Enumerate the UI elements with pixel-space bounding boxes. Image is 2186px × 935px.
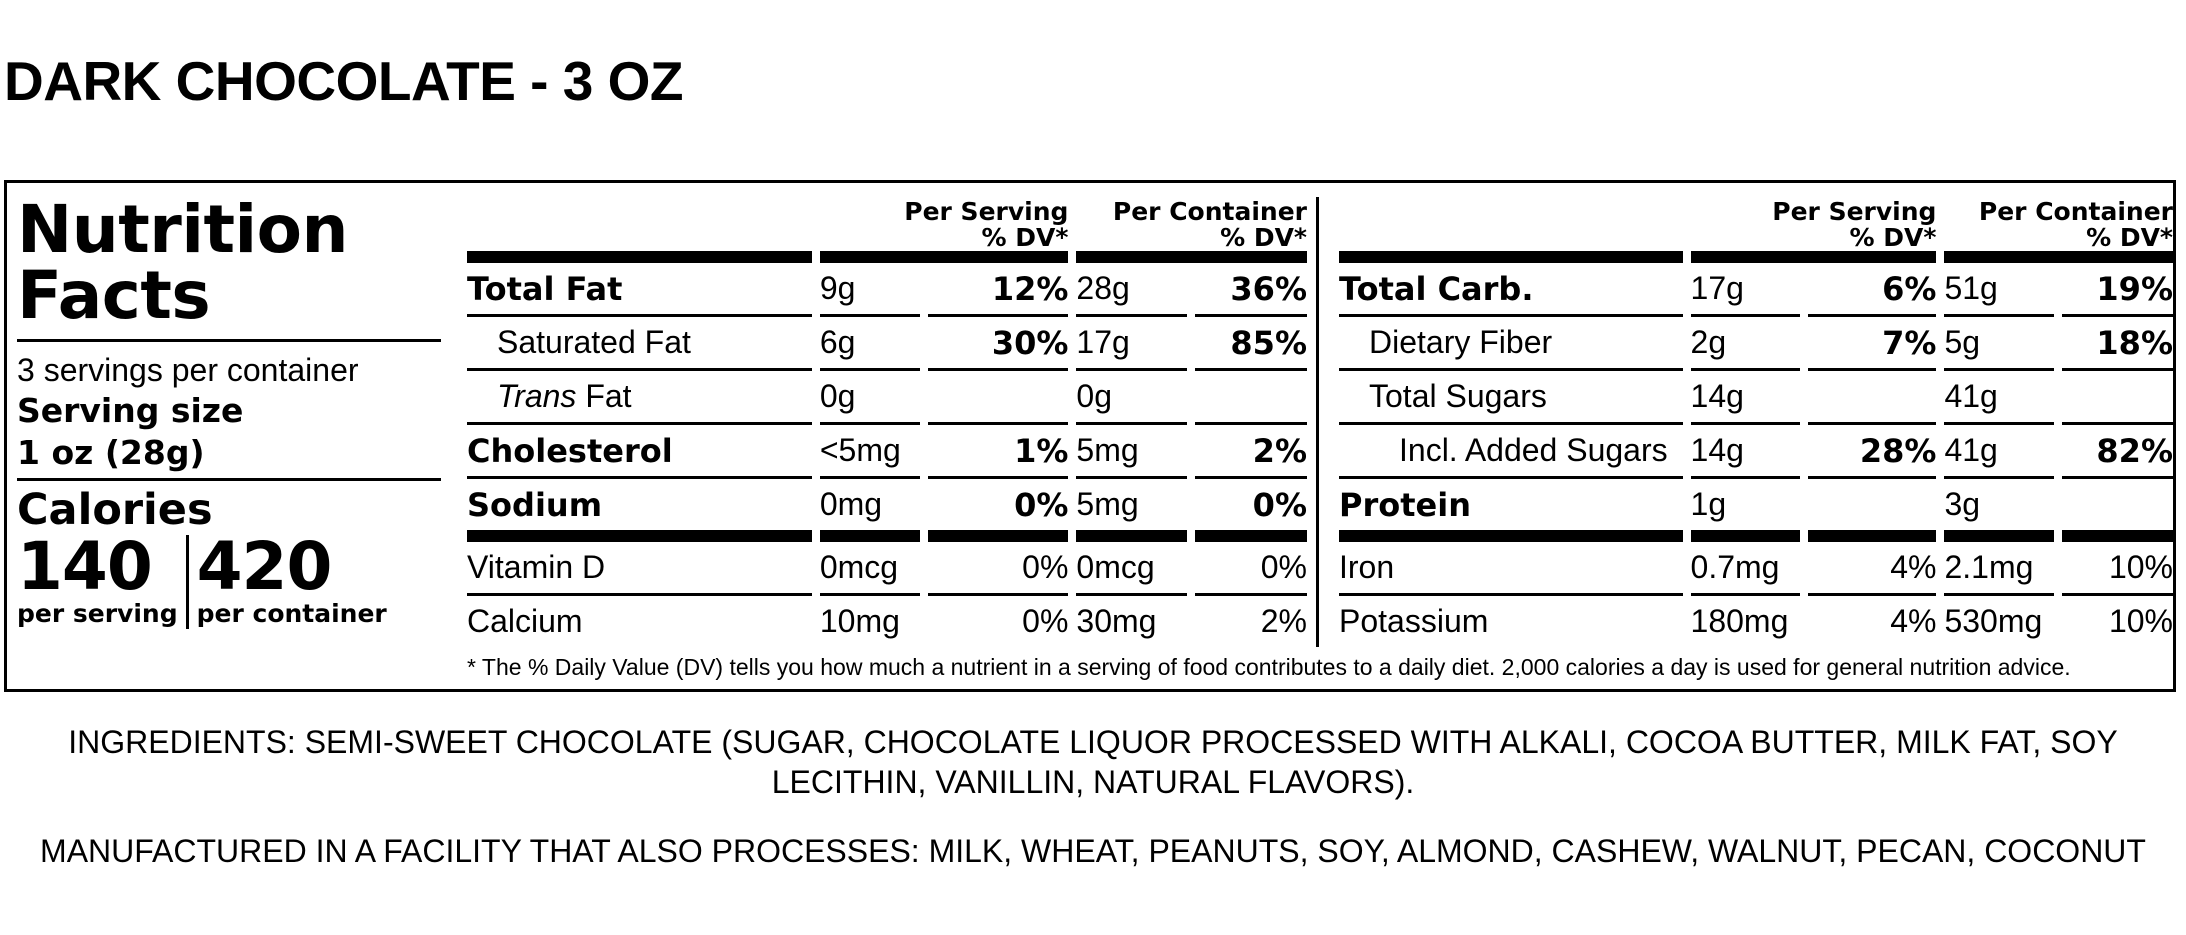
serving-dv: 7%: [1808, 317, 1936, 371]
container-amount: 41g: [1944, 425, 2054, 479]
container-dv: 82%: [2062, 425, 2173, 479]
serving-amount: <5mg: [820, 425, 920, 479]
daily-value-footnote: * The % Daily Value (DV) tells you how much a nutrient in a serving of food contributes to a daily diet. 2,000 calories a day is used for general nutrition advice.: [467, 654, 2071, 680]
serving-dv: 4%: [1890, 603, 1937, 639]
heading-line-2: Facts: [17, 257, 211, 334]
table-header-row: [1339, 193, 2173, 263]
serving-amount: 0.7mg: [1691, 542, 1801, 596]
nutrient-name: Total Carb.: [1339, 263, 1683, 317]
trans-suffix: Fat: [576, 378, 632, 414]
table-row: [467, 263, 1307, 317]
ingredients-statement: INGREDIENTS: SEMI-SWEET CHOCOLATE (SUGAR, CHOCOLATE LIQUOR PROCESSED WITH ALKALI, COCOA BUTTER, MILK FAT, SOY LECITHIN, VANILLIN, NATURAL FLAVORS).: [68, 724, 2118, 800]
calories-per-serving-block: [17, 528, 186, 629]
serving-amount: 6g: [820, 317, 920, 371]
container-amount: 5mg: [1076, 425, 1186, 479]
nutrient-name: Vitamin D: [467, 542, 812, 596]
calories-per-serving: 140: [17, 528, 152, 605]
container-amount: 0g: [1076, 371, 1186, 425]
serving-amount: 0g: [820, 371, 920, 425]
serving-dv: 0%: [928, 542, 1068, 596]
container-amount: 41g: [1944, 371, 2054, 425]
nutrient-name: Iron: [1339, 542, 1683, 596]
allergen-facility-statement: MANUFACTURED IN A FACILITY THAT ALSO PROCESSES: MILK, WHEAT, PEANUTS, SOY, ALMOND, CASHEW, WALNUT, PECAN, COCONUT: [40, 833, 2146, 869]
container-dv: 19%: [2062, 263, 2173, 317]
nutrition-summary: [17, 191, 441, 629]
serving-dv: [1808, 479, 1936, 542]
container-amount: 5g: [1944, 317, 2054, 371]
container-dv: 10%: [2108, 603, 2173, 639]
table-row: [467, 479, 1307, 542]
serving-dv: 1%: [928, 425, 1068, 479]
column-divider: [1316, 197, 1319, 647]
servings-per-container: 3 servings per container: [17, 352, 359, 388]
container-amount: 530mg: [1944, 603, 2043, 639]
container-amount: 5mg: [1076, 479, 1186, 542]
container-dv: 36%: [1195, 263, 1307, 317]
header-per-container-line2: % DV*: [1220, 223, 1307, 252]
serving-dv: 4%: [1808, 542, 1936, 596]
container-dv: 2%: [1260, 603, 1307, 639]
header-per-container-line1: Per Container: [1112, 197, 1307, 226]
calories-per-serving-label: per serving: [17, 599, 178, 628]
container-dv: 0%: [1195, 542, 1307, 596]
container-amount: 3g: [1944, 479, 2054, 542]
nutrient-name: Cholesterol: [467, 425, 812, 479]
calories-label: Calories: [17, 485, 213, 535]
nutrient-name: Dietary Fiber: [1339, 317, 1683, 371]
container-amount: 17g: [1076, 317, 1186, 371]
header-per-serving: [820, 193, 1069, 263]
serving-size-value: 1 oz (28g): [17, 433, 205, 472]
nutrient-name: Incl. Added Sugars: [1339, 425, 1683, 479]
serving-size-label: Serving size: [17, 391, 244, 430]
table-row: [1339, 317, 2173, 371]
serving-dv: [928, 371, 1068, 425]
serving-amount: 14g: [1691, 371, 1801, 425]
nutrient-name: Total Fat: [467, 263, 812, 317]
calories-per-container: 420: [196, 528, 332, 605]
trans-italic: Trans: [497, 378, 577, 414]
table-row: [1339, 425, 2173, 479]
container-dv: 2%: [1195, 425, 1307, 479]
nutrient-name: Calcium: [467, 603, 583, 639]
table-row: [467, 542, 1307, 596]
table-row: [467, 371, 1307, 425]
table-row: [467, 425, 1307, 479]
container-amount: 28g: [1076, 263, 1186, 317]
serving-amount: 1g: [1691, 479, 1801, 542]
calories-values: [17, 528, 441, 629]
serving-dv: 28%: [1808, 425, 1936, 479]
table-row: [467, 596, 1307, 647]
container-dv: 0%: [1195, 479, 1307, 542]
serving-dv: 30%: [928, 317, 1068, 371]
table-row: [1339, 542, 2173, 596]
serving-amount: 14g: [1691, 425, 1801, 479]
table-row: [1339, 479, 2173, 542]
heading-line-1: Nutrition: [17, 191, 348, 268]
serving-dv: 6%: [1808, 263, 1936, 317]
table-row: [1339, 596, 2173, 647]
serving-dv: [1808, 371, 1936, 425]
nutrient-name: Sodium: [467, 479, 812, 542]
serving-dv: 0%: [1022, 603, 1069, 639]
nutrient-name: Total Sugars: [1339, 371, 1683, 425]
header-per-serving-line1: Per Serving: [1772, 197, 1937, 226]
container-dv: 18%: [2062, 317, 2173, 371]
serving-amount: 0mcg: [820, 542, 920, 596]
serving-amount: 180mg: [1690, 603, 1789, 639]
nutrient-name: [467, 371, 812, 425]
container-dv: 10%: [2062, 542, 2173, 596]
serving-dv: 0%: [928, 479, 1068, 542]
header-per-container: [1076, 193, 1307, 263]
header-per-container: [1944, 193, 2173, 263]
header-per-serving-line1: Per Serving: [904, 197, 1069, 226]
calories-per-container-block: [186, 528, 395, 629]
container-amount: 30mg: [1076, 603, 1157, 639]
serving-amount: 2g: [1691, 317, 1801, 371]
header-blank: [1339, 193, 1683, 263]
nutrient-table-right: [1331, 193, 2181, 647]
serving-amount: 17g: [1691, 263, 1801, 317]
product-title: DARK CHOCOLATE - 3 OZ: [4, 50, 684, 112]
header-per-serving-line2: % DV*: [981, 223, 1069, 252]
container-amount: 0mcg: [1076, 542, 1186, 596]
header-per-container-line2: % DV*: [2086, 223, 2173, 252]
container-dv: 85%: [1195, 317, 1307, 371]
divider: [17, 478, 441, 481]
serving-amount: 10mg: [819, 603, 900, 639]
serving-amount: 9g: [820, 263, 920, 317]
nutrient-table-left: [459, 193, 1315, 647]
header-per-container-line1: Per Container: [1978, 197, 2173, 226]
nutrient-name: Saturated Fat: [467, 317, 812, 371]
serving-amount: 0mg: [820, 479, 920, 542]
divider: [17, 339, 441, 342]
table-row: [467, 317, 1307, 371]
nutrition-facts-panel: [4, 180, 2176, 692]
table-row: [1339, 371, 2173, 425]
nutrient-name: Protein: [1339, 479, 1683, 542]
container-dv: [2062, 371, 2173, 425]
calories-per-container-label: per container: [196, 599, 387, 628]
serving-dv: 12%: [928, 263, 1068, 317]
table-header-row: [467, 193, 1307, 263]
nutrition-facts-heading: [17, 191, 441, 334]
header-blank: [467, 193, 812, 263]
container-amount: 2.1mg: [1944, 542, 2054, 596]
header-per-serving: [1691, 193, 1937, 263]
container-amount: 51g: [1944, 263, 2054, 317]
container-dv: [2062, 479, 2173, 542]
header-per-serving-line2: % DV*: [1849, 223, 1937, 252]
container-dv: [1195, 371, 1307, 425]
table-row: [1339, 263, 2173, 317]
nutrient-name: Potassium: [1339, 603, 1489, 639]
